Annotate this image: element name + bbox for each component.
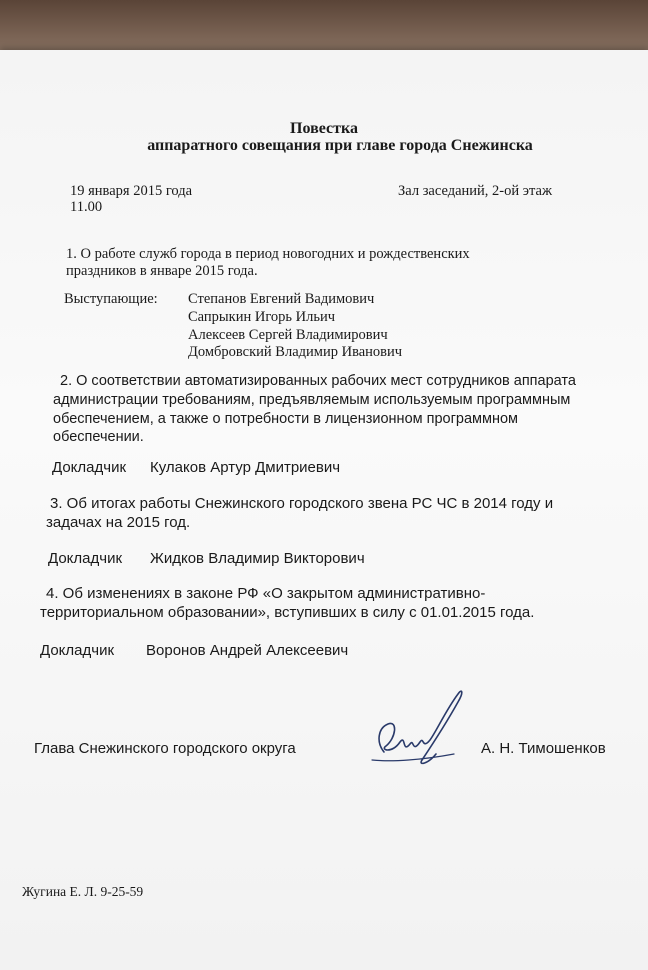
speakers-label: Выступающие: [64, 291, 158, 307]
signature-icon [362, 680, 472, 775]
item-2-reporter: Кулаков Артур Дмитриевич [150, 459, 341, 476]
executor-contact: Жугина Е. Л. 9-25-59 [22, 884, 144, 899]
item-3-line-1: 3. Об итогах работы Снежинского городского звена РС ЧС в 2014 году и [50, 495, 554, 512]
item-4-line-2: территориальном образовании», вступивших в силу с 01.01.2015 года. [40, 604, 535, 621]
item-4-reporter: Воронов Андрей Алексеевич [146, 642, 349, 659]
meeting-date: 19 января 2015 года [70, 183, 193, 199]
speaker-4: Домбровский Владимир Иванович [188, 344, 403, 360]
item-1-line-1: 1. О работе служб города в период новогодних и рождественских [66, 246, 470, 262]
item-3-reporter: Жидков Владимир Викторович [150, 550, 365, 567]
meeting-time: 11.00 [70, 199, 103, 215]
speaker-1: Степанов Евгений Вадимович [188, 291, 375, 307]
item-3-reporter-label: Докладчик [48, 550, 123, 567]
item-2-line-2: администрации требованиям, предъявляемым используемым программным [53, 392, 571, 408]
item-4-line-1: 4. Об изменениях в законе РФ «О закрытом административно- [46, 585, 486, 602]
speaker-3: Алексеев Сергей Владимирович [188, 327, 388, 343]
item-2-line-4: обеспечении. [53, 429, 144, 445]
signer-name: А. Н. Тимошенков [481, 740, 606, 757]
item-3-line-2: задачах на 2015 год. [46, 514, 191, 531]
speaker-2: Сапрыкин Игорь Ильич [188, 309, 336, 325]
doc-title: Повестка [290, 120, 358, 137]
item-2-line-1: 2. О соответствии автоматизированных рабочих мест сотрудников аппарата [60, 373, 576, 389]
document-page [0, 50, 648, 970]
item-4-reporter-label: Докладчик [40, 642, 115, 659]
doc-subtitle: аппаратного совещания при главе города Снежинска [147, 137, 533, 154]
item-2-reporter-label: Докладчик [52, 459, 127, 476]
signer-position: Глава Снежинского городского округа [34, 740, 296, 757]
meeting-place: Зал заседаний, 2-ой этаж [398, 183, 552, 199]
item-2-line-3: обеспечением, а также о потребности в лицензионном программном [53, 411, 519, 427]
item-1-line-2: праздников в январе 2015 года. [66, 263, 258, 279]
